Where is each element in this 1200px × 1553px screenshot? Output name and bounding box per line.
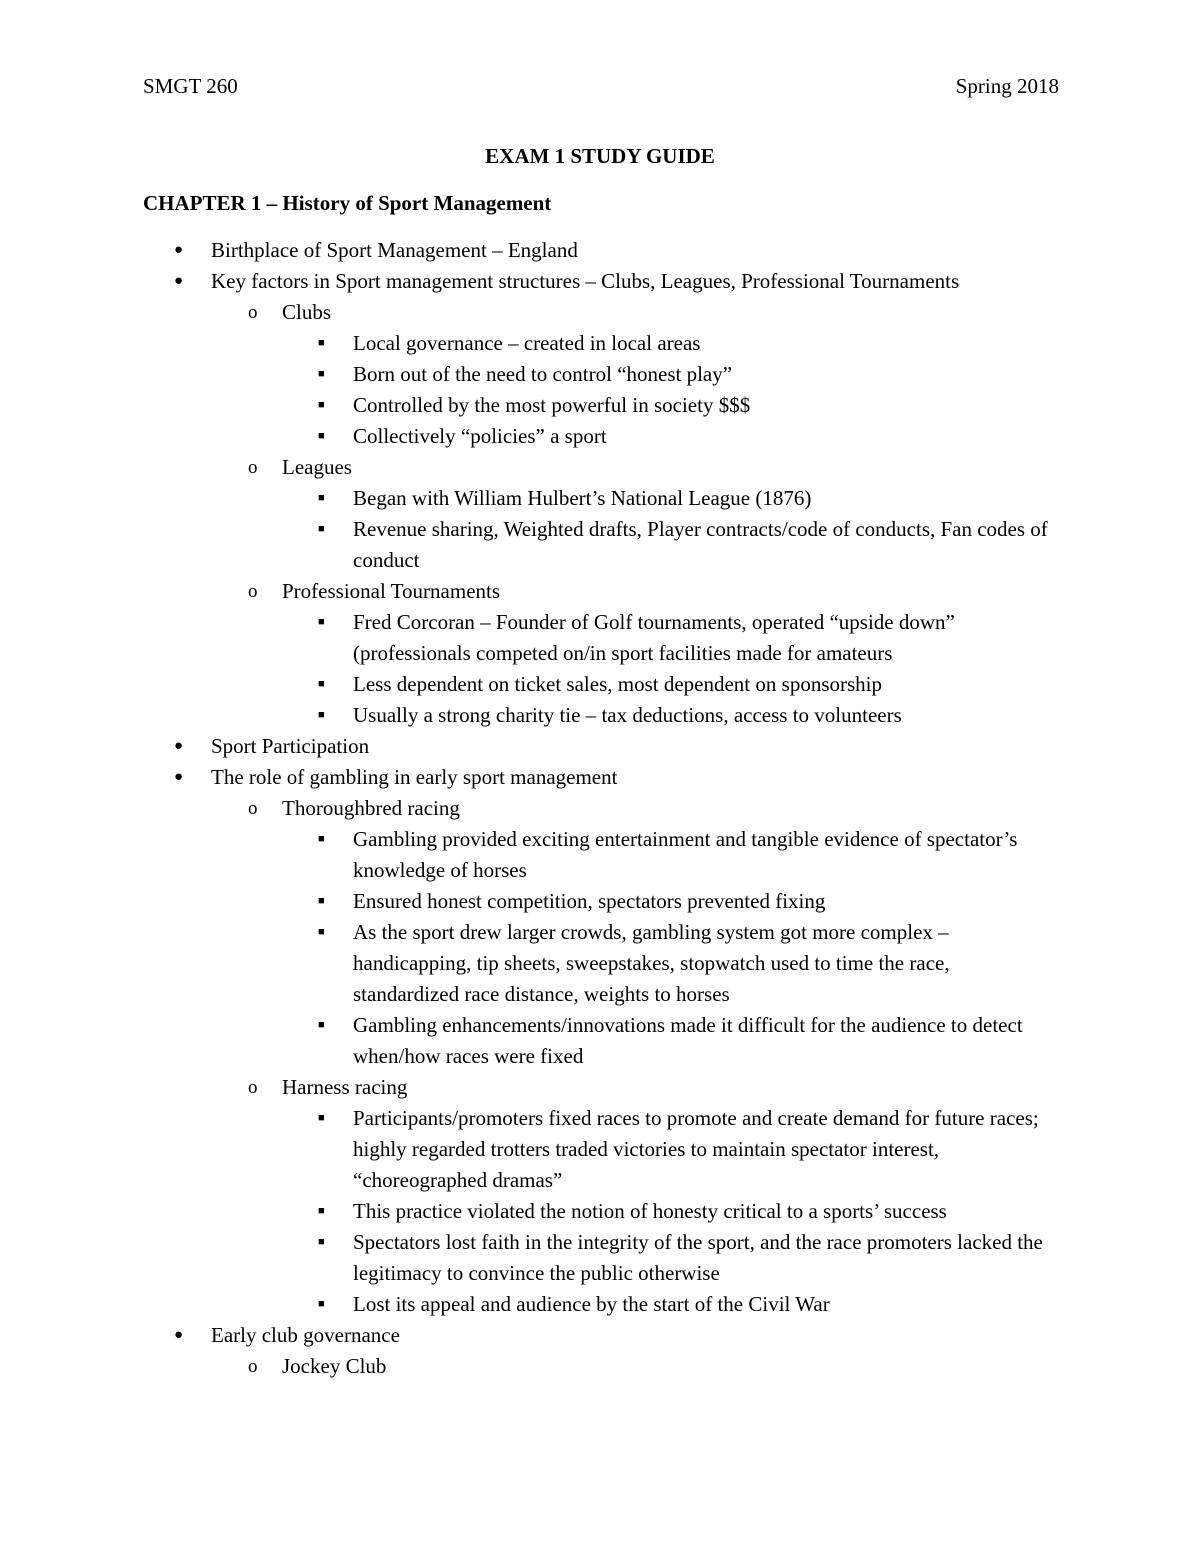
list-item-text: Revenue sharing, Weighted drafts, Player contracts/code of conducts, Fan codes of conduct <box>353 517 1048 572</box>
list-item-level-3 <box>0 1010 1200 1072</box>
square-marker-icon: ■ <box>318 709 325 721</box>
list-item-level-1 <box>0 1320 1200 1351</box>
square-marker-icon: ■ <box>318 1298 325 1310</box>
list-item-level-2 <box>0 576 1200 607</box>
list-item-level-3 <box>0 886 1200 917</box>
list-item-text: Early club governance <box>211 1323 400 1347</box>
square-marker-icon: ■ <box>318 1112 325 1124</box>
circle-marker-icon: o <box>248 581 258 602</box>
list-item-text: As the sport drew larger crowds, gambling system got more complex – handicapping, tip sheets, sweepstakes, stopwatch used to time the race, standardized race distance, weights to horses <box>353 920 950 1006</box>
list-item-text: Thoroughbred racing <box>282 796 460 820</box>
list-item-text: Key factors in Sport management structures – Clubs, Leagues, Professional Tournaments <box>211 269 960 293</box>
list-item-text: Sport Participation <box>211 734 370 758</box>
list-item-text: Clubs <box>282 300 332 324</box>
square-marker-icon: ■ <box>318 430 325 442</box>
square-marker-icon: ■ <box>318 399 325 411</box>
list-item-level-1 <box>0 235 1200 266</box>
square-marker-icon: ■ <box>318 1236 325 1248</box>
list-item-level-1 <box>0 266 1200 297</box>
bullet-marker-icon: ● <box>174 769 184 785</box>
square-marker-icon: ■ <box>318 1019 325 1031</box>
list-item-level-1 <box>0 762 1200 793</box>
list-item-level-3 <box>0 607 1200 669</box>
list-item-text: Ensured honest competition, spectators prevented fixing <box>353 889 826 913</box>
list-item-text: Gambling provided exciting entertainment and tangible evidence of spectator’s knowledge of horses <box>353 827 1018 882</box>
list-item-text: Birthplace of Sport Management – England <box>211 238 578 262</box>
list-item-level-3 <box>0 390 1200 421</box>
circle-marker-icon: o <box>248 457 258 478</box>
term-label: Spring 2018 <box>955 74 1059 98</box>
bullet-marker-icon: ● <box>174 242 184 258</box>
list-item-level-2 <box>0 1351 1200 1382</box>
list-item-level-2 <box>0 1072 1200 1103</box>
chapter-heading: CHAPTER 1 – History of Sport Management <box>143 191 552 215</box>
list-item-text: Lost its appeal and audience by the start of the Civil War <box>353 1292 830 1316</box>
list-item-text: Born out of the need to control “honest play” <box>353 362 733 386</box>
list-item-level-3 <box>0 1289 1200 1320</box>
bullet-marker-icon: ● <box>174 1327 184 1343</box>
outline-list <box>0 235 1200 1382</box>
list-item-level-3 <box>0 514 1200 576</box>
list-item-level-3 <box>0 1227 1200 1289</box>
list-item-level-3 <box>0 824 1200 886</box>
list-item-text: Jockey Club <box>282 1354 387 1378</box>
list-item-level-3 <box>0 328 1200 359</box>
list-item-level-2 <box>0 793 1200 824</box>
list-item-text: Local governance – created in local areas <box>353 331 701 355</box>
list-item-level-2 <box>0 297 1200 328</box>
square-marker-icon: ■ <box>318 1205 325 1217</box>
list-item-text: Leagues <box>282 455 352 479</box>
list-item-text: Participants/promoters fixed races to promote and create demand for future races; highly regarded trotters traded victories to maintain spectator interest, “choreographed dramas” <box>353 1106 1039 1192</box>
square-marker-icon: ■ <box>318 833 325 845</box>
square-marker-icon: ■ <box>318 337 325 349</box>
square-marker-icon: ■ <box>318 895 325 907</box>
list-item-level-3 <box>0 483 1200 514</box>
circle-marker-icon: o <box>248 302 258 323</box>
square-marker-icon: ■ <box>318 926 325 938</box>
list-item-text: The role of gambling in early sport management <box>211 765 618 789</box>
square-marker-icon: ■ <box>318 523 325 535</box>
list-item-text: Harness racing <box>282 1075 408 1099</box>
list-item-text: Collectively “policies” a sport <box>353 424 607 448</box>
list-item-text: Began with William Hulbert’s National League (1876) <box>353 486 812 510</box>
list-item-text: Professional Tournaments <box>282 579 501 603</box>
square-marker-icon: ■ <box>318 678 325 690</box>
list-item-text: This practice violated the notion of honesty critical to a sports’ success <box>353 1199 947 1223</box>
list-item-text: Controlled by the most powerful in society $$$ <box>353 393 751 417</box>
square-marker-icon: ■ <box>318 492 325 504</box>
square-marker-icon: ■ <box>318 368 325 380</box>
list-item-level-2 <box>0 452 1200 483</box>
list-item-level-3 <box>0 669 1200 700</box>
list-item-text: Gambling enhancements/innovations made it difficult for the audience to detect when/how races were fixed <box>353 1013 1023 1068</box>
list-item-text: Less dependent on ticket sales, most dependent on sponsorship <box>353 672 882 696</box>
square-marker-icon: ■ <box>318 616 325 628</box>
list-item-level-3 <box>0 421 1200 452</box>
circle-marker-icon: o <box>248 1077 258 1098</box>
list-item-level-1 <box>0 731 1200 762</box>
list-item-text: Spectators lost faith in the integrity of the sport, and the race promoters lacked the legitimacy to convince the public otherwise <box>353 1230 1043 1285</box>
page-title: EXAM 1 STUDY GUIDE <box>485 144 715 168</box>
course-code: SMGT 260 <box>143 74 238 98</box>
list-item-level-3 <box>0 359 1200 390</box>
list-item-level-3 <box>0 700 1200 731</box>
list-item-text: Fred Corcoran – Founder of Golf tournaments, operated “upside down” (professionals competed on/in sport facilities made for amateurs <box>353 610 955 665</box>
circle-marker-icon: o <box>248 798 258 819</box>
bullet-marker-icon: ● <box>174 738 184 754</box>
bullet-marker-icon: ● <box>174 273 184 289</box>
list-item-level-3 <box>0 917 1200 1010</box>
list-item-level-3 <box>0 1196 1200 1227</box>
list-item-level-3 <box>0 1103 1200 1196</box>
list-item-text: Usually a strong charity tie – tax deductions, access to volunteers <box>353 703 902 727</box>
circle-marker-icon: o <box>248 1356 258 1377</box>
